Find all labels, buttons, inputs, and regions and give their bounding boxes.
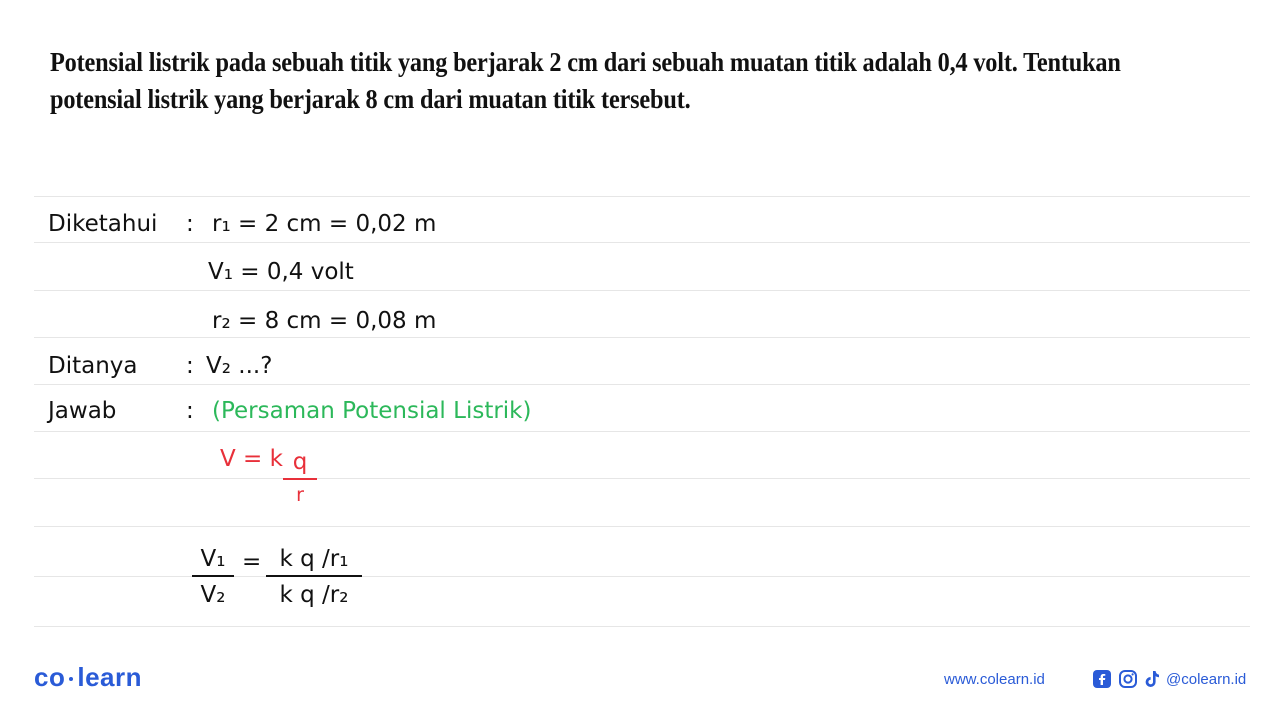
given-v1: V₁ = 0,4 volt [208,259,354,285]
rule-line [34,431,1250,432]
social-handle[interactable]: @colearn.id [1166,671,1247,688]
ratio-lhs-numerator: V₁ [200,546,226,572]
diketahui-colon: : [186,211,194,237]
website-link[interactable]: www.colearn.id [944,671,1045,688]
rule-line [34,196,1250,197]
rule-line [34,337,1250,338]
facebook-icon[interactable] [1092,669,1112,689]
colearn-logo [34,662,142,693]
ratio-rhs-numerator: k q /r₁ [279,546,349,572]
ratio-rhs-fraction [266,545,362,609]
given-r1: r₁ = 2 cm = 0,02 m [212,211,437,237]
fraction-bar [283,478,317,480]
rule-line [34,384,1250,385]
formula-lhs: V = k [220,446,283,472]
ditanya-colon: : [186,353,194,379]
rule-line [34,526,1250,527]
tiktok-icon[interactable] [1142,669,1162,689]
formula-note: (Persaman Potensial Listrik) [212,398,532,424]
rule-line [34,290,1250,291]
diketahui-label: Diketahui [48,211,158,237]
ratio-lhs-fraction [192,545,234,609]
formula-denominator: r [296,483,304,506]
ratio-equals: = [242,549,262,575]
jawab-colon: : [186,398,194,424]
given-r2: r₂ = 8 cm = 0,08 m [212,308,437,334]
question-text: Potensial listrik pada sebuah titik yang berjarak 2 cm dari sebuah muatan titik adalah 0,4 volt. Tentukan potensial listrik yang berjarak 8 cm dari muatan titik tersebut. [50,47,1121,114]
formula-numerator: q [292,449,308,475]
rule-line [34,626,1250,627]
fraction-bar [192,575,234,577]
ratio-rhs-denominator: k q /r₂ [279,581,349,608]
fraction-bar [266,575,362,577]
logo-dot [69,677,73,681]
ditanya-label: Ditanya [48,353,138,379]
logo-left: co [34,662,66,692]
asked-v2: V₂ ...? [206,353,273,379]
logo-right: learn [77,662,142,692]
formula-fraction [283,448,317,506]
ratio-lhs-denominator: V₂ [200,581,226,608]
rule-line [34,478,1250,479]
jawab-label: Jawab [48,398,117,424]
instagram-icon[interactable] [1118,669,1138,689]
rule-line [34,242,1250,243]
